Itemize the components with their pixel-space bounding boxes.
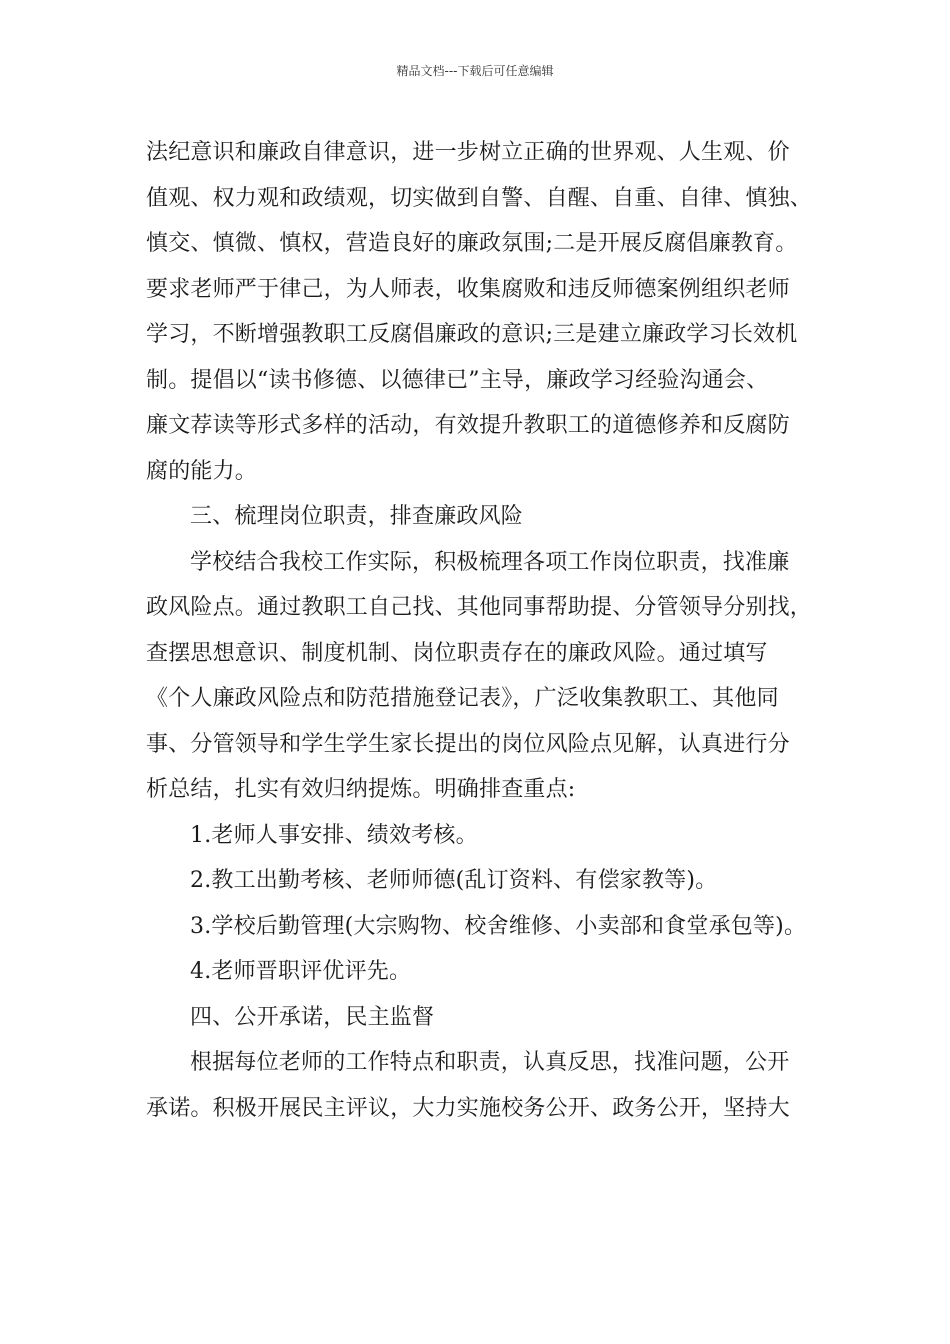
body-line: 慎交、慎微、慎权，营造良好的廉政氛围;二是开展反腐倡廉教育。 <box>146 231 798 256</box>
body-line: 《个人廉政风险点和防范措施登记表》，广泛收集教职工、其他同 <box>146 686 779 711</box>
body-line: 学校结合我校工作实际，积极梳理各项工作岗位职责，找准廉 <box>190 549 790 575</box>
body-line: 根据每位老师的工作特点和职责，认真反思，找准问题，公开 <box>190 1050 790 1075</box>
body-line: 腐的能力。 <box>146 458 258 484</box>
list-item-2: 2.教工出勤考核、老师师德(乱订资料、有偿家教等)。 <box>190 868 718 893</box>
body-line: 廉文荐读等形式多样的活动，有效提升教职工的道德修养和反腐防 <box>146 413 790 438</box>
section-heading-3: 三、梳理岗位职责，排查廉政风险 <box>190 504 524 529</box>
body-line: 查摆思想意识、制度机制、岗位职责存在的廉政风险。通过填写 <box>146 640 768 666</box>
list-item-1: 1.老师人事安排、绩效考核。 <box>190 822 478 848</box>
page-header: 精品文档---下载后可任意编辑 <box>396 64 554 78</box>
body-line: 值观、权力观和政绩观，切实做到自警、自醒、自重、自律、慎独、 <box>146 185 813 211</box>
body-line: 析总结，扎实有效归纳提炼。明确排查重点: <box>146 777 576 802</box>
body-line: 要求老师严于律己，为人师表，收集腐败和违反师德案例组织老师 <box>146 276 790 302</box>
body-line: 法纪意识和廉政自律意识，进一步树立正确的世界观、人生观、价 <box>146 140 790 165</box>
body-line: 政风险点。通过教职工自己找、其他同事帮助提、分管领导分别找， <box>146 595 813 620</box>
document-body <box>146 130 832 1131</box>
list-item-4: 4.老师晋职评优评先。 <box>190 959 412 984</box>
section-heading-4: 四、公开承诺，民主监督 <box>190 1004 435 1030</box>
body-line: 学习，不断增强教职工反腐倡廉政的意识;三是建立廉政学习长效机 <box>146 322 798 347</box>
body-line: 制。提倡以“读书修德、以德律已”主导，廉政学习经验沟通会、 <box>146 367 769 393</box>
body-line: 承诺。积极开展民主评议，大力实施校务公开、政务公开，坚持大 <box>146 1095 790 1121</box>
body-line: 事、分管领导和学生学生家长提出的岗位风险点见解，认真进行分 <box>146 731 790 757</box>
list-item-3: 3.学校后勤管理(大宗购物、校舍维修、小卖部和食堂承包等)。 <box>190 913 807 939</box>
